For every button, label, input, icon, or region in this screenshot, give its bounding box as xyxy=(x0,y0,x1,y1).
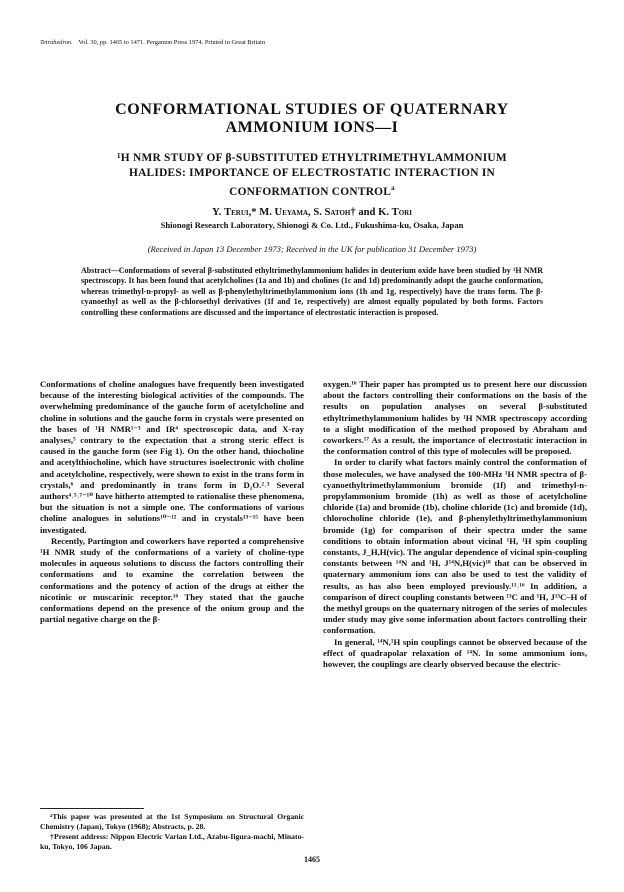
paper-subtitle-line-1: ¹H NMR STUDY OF β-SUBSTITUTED ETHYLTRIMETHYLAMMONIUM xyxy=(117,152,507,164)
paper-subtitle-line-3 xyxy=(40,181,584,200)
body-column-right xyxy=(323,379,587,871)
affiliation: Shionogi Research Laboratory, Shionogi & Co. Ltd., Fukushima-ku, Osaka, Japan xyxy=(160,220,464,230)
author: K. Tori xyxy=(378,207,412,218)
author: M. Ueyama, xyxy=(259,207,311,218)
footnotes xyxy=(40,812,304,852)
body-column-left xyxy=(40,379,304,751)
body-paragraph: In general, ¹⁴N,¹H spin couplings cannot be observed because of the effect of quadrapolar relaxation of ¹⁴N. In some ammonium ions, however, the couplings are clearly observed because the electric- xyxy=(323,636,587,670)
author: Y. Terui,* xyxy=(212,207,257,218)
author: S. Satoh† xyxy=(313,207,356,218)
authors-and: and xyxy=(355,207,379,218)
author-list xyxy=(40,206,584,219)
footnote: †Present address: Nippon Electric Varian Ltd., Azabu-Iigura-machi, Minato-ku, Tokyo, 106 Japan. xyxy=(40,832,304,851)
subtitle-line-3-text: CONFORMATION CONTROL xyxy=(229,185,392,198)
journal-citation: Vol. 30, pp. 1465 to 1471. Pergamon Press 1974. Printed in Great Britain xyxy=(78,39,266,46)
journal-name: Tetrahedron. xyxy=(40,39,73,46)
paper-title-line-1: CONFORMATIONAL STUDIES OF QUATERNARY xyxy=(115,101,509,118)
body-paragraph: Recently, Partington and coworkers have reported a comprehensive ¹H NMR study of the conformations of a variety of choline-type molecules in aqueous solutions to discuss the factors controlling their conformations and to examine the correlation between the conformations and the potency of action of the drugs at either the nicotinic or muscarinic receptor.¹⁶ They stated that the gauche conformations depend on the presence of the onium group and the partial negative charge on the β- xyxy=(40,535,304,625)
body-paragraph: In order to clarify what factors mainly control the conformation of those molecules, we have analysed the 100-MHz ¹H NMR spectra of β-cyanoethyltrimethylammonium bromide (1f) and trimethyl-n-propylammonium bromide (1h) as well as those of acetylcholine chloride (1a) and bromide (1b), choline chloride (1c) and bromide (1d), chlorocholine chloride (1e), and β-phenylethyltrimethylammonium bromide (1g) for comparison of their spectra under the same conditions to obtain information about vicinal ¹H, ¹H spin coupling constants, J_H,H(vic). The angular dependence of vicinal spin-coupling constants between ¹⁴N and ¹H, J¹⁴N,H(vic)¹⁸ that can be observed in quaternary ammonium ions can also be used to test the validity of results, as has also been employed previously.¹¹˒¹⁶ In addition, a comparison of direct coupling constants between ¹³C and ¹H, J¹³C–H of the methyl groups on the quaternary nitrogen of the series of molecules under study may give some information about factors controlling their conformation. xyxy=(323,457,587,636)
paper-title-line-2: AMMONIUM IONS—I xyxy=(225,119,399,136)
received-dates: (Received in Japan 13 December 1973; Received in the UK for publication 31 December 1973) xyxy=(147,244,477,254)
page-number: 1465 xyxy=(304,855,320,864)
body-paragraph: Conformations of choline analogues have frequently been investigated because of the interesting biological activities of the compounds. The overwhelming predominance of the gauche form of acetylcholine and choline in solutions and the gauche form in crystals were presented on the bases of ¹H NMR¹⁻³ and IR⁴ spectroscopic data, and X-ray analyses,⁵ contrary to the expectation that a strong steric effect is caused in the gauche form (see Fig 1). On the other hand, thiocholine and acetylthiocholine, which have structures isoelectronic with choline and acetylcholine, respectively, were shown to exist in the trans form in crystals,⁶ and predominantly in trans form in D₂O.²˒³ Several authors⁴˒⁵˒⁷⁻¹⁰ have hitherto attempted to rationalise these phenomena, but the situation is not a simple one. The conformations of various choline analogues in solutions¹⁰⁻¹² and in crystals¹³⁻¹⁵ have been investigated. xyxy=(40,379,304,535)
paper-subtitle-line-2: HALIDES: IMPORTANCE OF ELECTROSTATIC INTERACTION IN xyxy=(128,167,496,179)
footnote-divider xyxy=(40,808,144,809)
abstract: Abstract—Conformations of several β-substituted ethyltrimethylammonium halides in deuterium oxide have been studied by ¹H NMR spectroscopy. It has been found that acetylcholines (1a and 1b) and cholines (1c and 1d) predominantly adopt the gauche conformation, whereas trimethyl-n-propyl- as well as β-phenylethyltrimethylammonium ions (1h and 1g, respectively) have the trans form. The β-cyanoethyl as well as the β-chloroethyl derivatives (1f and 1e, respectively) are almost equally populated by both forms. Factors controlling these conformations are discussed and the importance of electrostatic interaction is proposed. xyxy=(81,266,543,317)
subtitle-footnote-mark: a xyxy=(391,184,395,192)
footnote: ᵃThis paper was presented at the 1st Symposium on Structural Organic Chemistry (Japan), Tokyo (1968); Abstracts, p. 28. xyxy=(40,812,304,831)
journal-header xyxy=(40,39,265,46)
body-paragraph: oxygen.¹⁶ Their paper has prompted us to present here our discussion about the factors controlling their conformations on the basis of the results on population analyses on several β-substituted ethyltrimethylammonium halides by ¹H NMR spectroscopy according to a slight modification of the method proposed by Abraham and coworkers.¹⁷ As a result, the importance of electrostatic interaction in the conformation control of this type of molecules will be proposed. xyxy=(323,379,587,457)
